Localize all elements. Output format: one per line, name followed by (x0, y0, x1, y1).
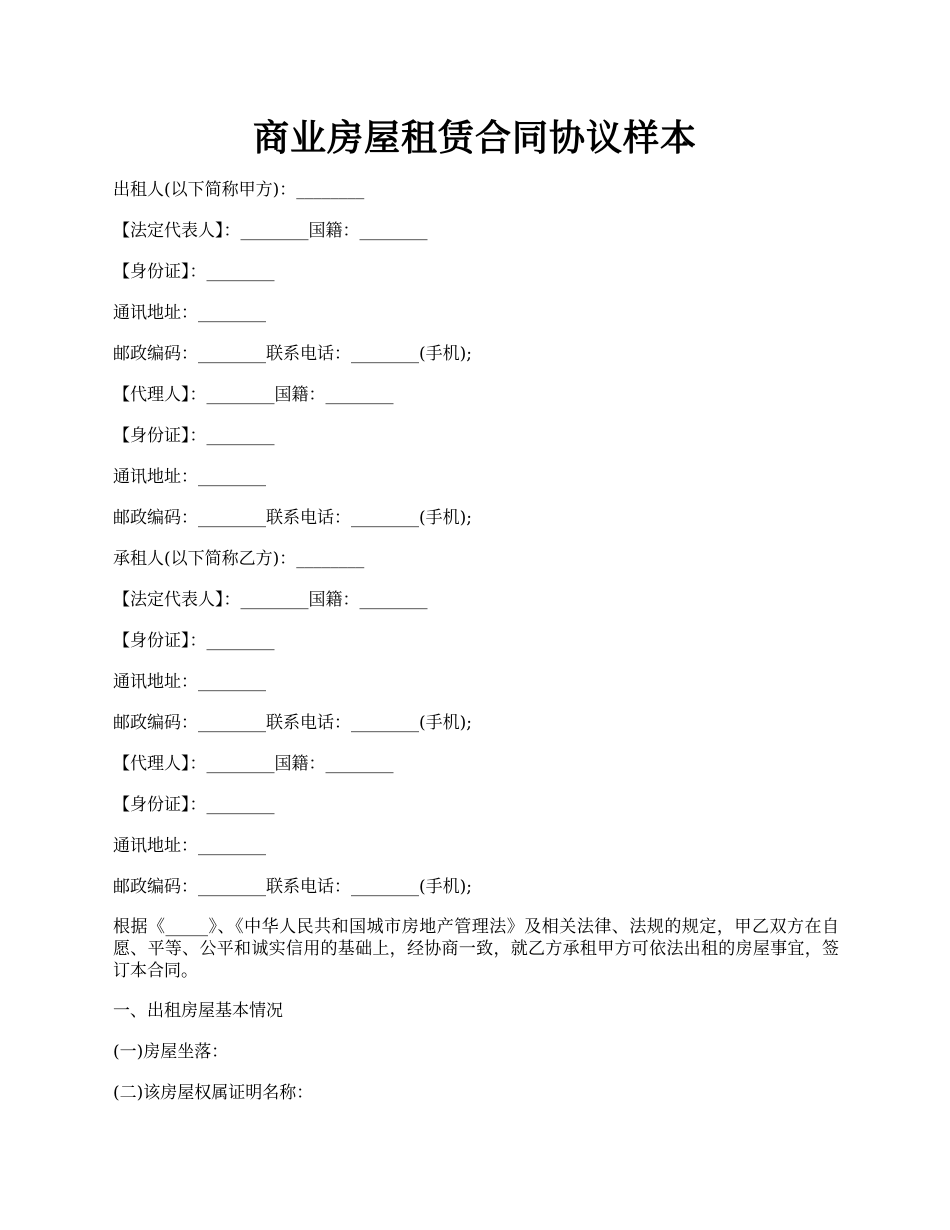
list-item: (一)房屋坐落： (113, 1042, 229, 1062)
section-heading: 一、出租房屋基本情况 (113, 1001, 283, 1021)
document-body (113, 178, 839, 1122)
list-item: (二)该房屋权属证明名称： (113, 1083, 314, 1103)
lessee-agent-address-line: 通讯地址：________ (113, 836, 266, 856)
lessee-agent-line: 【代理人】：________国籍：________ (113, 754, 394, 774)
lessor-line: 出租人(以下简称甲方)：________ (113, 180, 365, 200)
lessee-line: 承租人(以下简称乙方)：________ (113, 549, 365, 569)
lessee-agent-id-line: 【身份证】：________ (113, 795, 275, 815)
lessee-agent-postcode-phone-line: 邮政编码：________联系电话：________(手机); (113, 877, 472, 897)
lessor-agent-address-line: 通讯地址：________ (113, 467, 266, 487)
lessor-address-line: 通讯地址：________ (113, 303, 266, 323)
lessor-postcode-phone-line: 邮政编码：________联系电话：________(手机); (113, 344, 472, 364)
lessor-agent-line: 【代理人】：________国籍：________ (113, 385, 394, 405)
lessee-postcode-phone-line: 邮政编码：________联系电话：________(手机); (113, 713, 472, 733)
lessee-legal-rep-line: 【法定代表人】：________国籍：________ (113, 590, 428, 610)
lessor-agent-id-line: 【身份证】：________ (113, 426, 275, 446)
intro-paragraph: 根据《_____》、《中华人民共和国城市房地产管理法》及相关法律、法规的规定，甲乙双方在自愿、平等、公平和诚实信用的基础上，经协商一致，就乙方承租甲方可依法出租的房屋事宜，签订本合同。 (113, 917, 839, 981)
lessor-agent-postcode-phone-line: 邮政编码：________联系电话：________(手机); (113, 508, 472, 528)
lessee-address-line: 通讯地址：________ (113, 672, 266, 692)
lessee-id-line: 【身份证】：________ (113, 631, 275, 651)
lessor-legal-rep-line: 【法定代表人】：________国籍：________ (113, 221, 428, 241)
document-title: 商业房屋租赁合同协议样本 (252, 117, 697, 159)
lessor-id-line: 【身份证】：________ (113, 262, 275, 282)
